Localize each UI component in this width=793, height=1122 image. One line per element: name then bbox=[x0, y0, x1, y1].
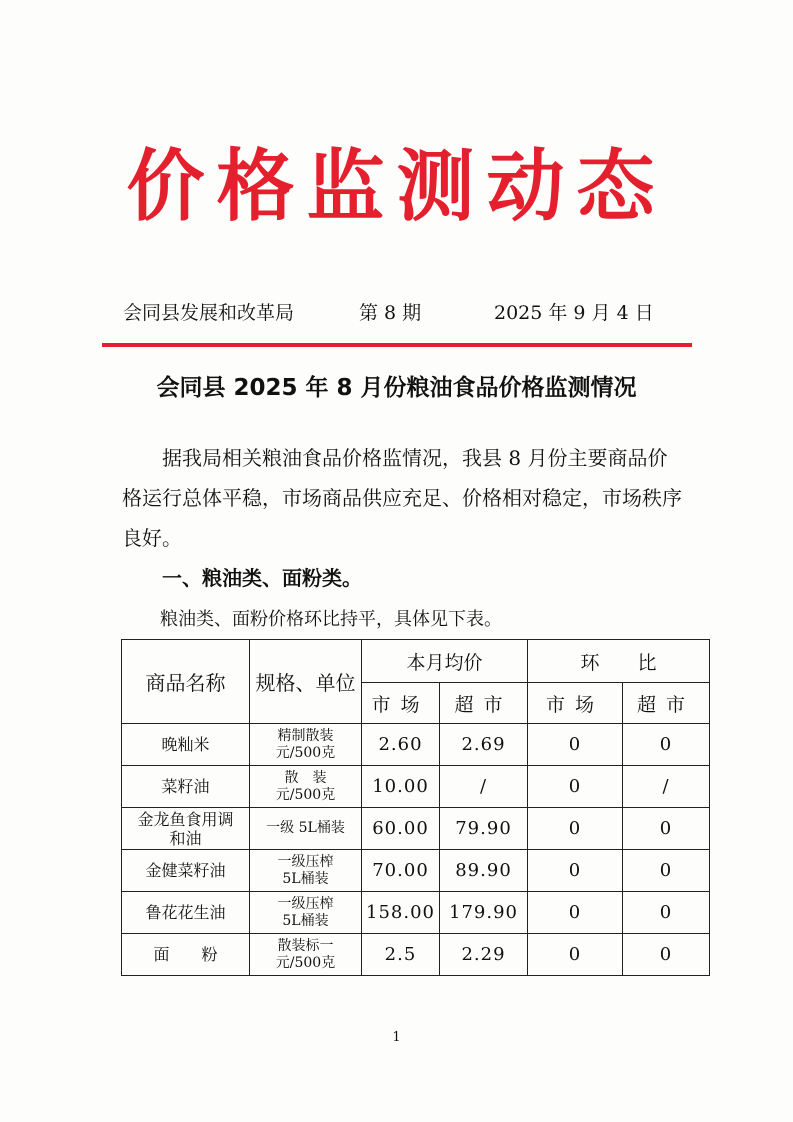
cell-name-text: 金龙鱼食用调和油 bbox=[137, 809, 234, 848]
cell-name: 鲁花花生油 bbox=[122, 892, 250, 934]
cell-spec bbox=[250, 934, 362, 976]
spec-line: 散装标一 bbox=[277, 937, 334, 954]
price-table bbox=[121, 639, 710, 976]
section-heading: 一、粮油类、面粉类。 bbox=[162, 566, 362, 590]
header-name: 商品名称 bbox=[122, 640, 250, 724]
header-avg-supermarket: 超市 bbox=[440, 683, 528, 724]
cell-avg-market: 2.60 bbox=[362, 724, 440, 766]
cell-name: 晚籼米 bbox=[122, 724, 250, 766]
cell-avg-supermarket: 89.90 bbox=[440, 850, 528, 892]
header-mom: 环 比 bbox=[528, 640, 710, 683]
cell-spec bbox=[250, 892, 362, 934]
cell-name: 菜籽油 bbox=[122, 766, 250, 808]
cell-mom-supermarket: / bbox=[623, 766, 710, 808]
cell-spec bbox=[250, 850, 362, 892]
cell-mom-market: 0 bbox=[528, 850, 623, 892]
header-mom-supermarket: 超市 bbox=[623, 683, 710, 724]
table-row bbox=[122, 766, 710, 808]
cell-mom-market: 0 bbox=[528, 724, 623, 766]
issue-date: 2025 年 9 月 4 日 bbox=[494, 302, 654, 324]
spec-line: 5L桶装 bbox=[282, 912, 329, 929]
header-avg-price: 本月均价 bbox=[362, 640, 528, 683]
spec-line: 一级 5L桶装 bbox=[266, 820, 345, 836]
cell-avg-market: 10.00 bbox=[362, 766, 440, 808]
spec-line: 元/500克 bbox=[275, 744, 336, 761]
cell-mom-market: 0 bbox=[528, 934, 623, 976]
masthead-title: 价格监测动态 bbox=[126, 141, 667, 232]
issue-number: 第 8 期 bbox=[359, 302, 422, 324]
spec-line: 5L桶装 bbox=[282, 870, 329, 887]
table-row bbox=[122, 934, 710, 976]
section-lead: 粮油类、面粉价格环比持平，具体见下表。 bbox=[160, 609, 502, 630]
cell-avg-market: 70.00 bbox=[362, 850, 440, 892]
cell-mom-supermarket: 0 bbox=[623, 934, 710, 976]
cell-mom-supermarket: 0 bbox=[623, 850, 710, 892]
cell-spec bbox=[250, 766, 362, 808]
cell-avg-supermarket: / bbox=[440, 766, 528, 808]
spec-line: 散 装 bbox=[284, 769, 327, 786]
cell-avg-supermarket: 2.29 bbox=[440, 934, 528, 976]
spec-line: 一级压榨 bbox=[277, 853, 334, 870]
cell-name bbox=[122, 808, 250, 850]
spec-line: 元/500克 bbox=[275, 954, 336, 971]
table-row bbox=[122, 892, 710, 934]
cell-name: 面 粉 bbox=[122, 934, 250, 976]
cell-avg-market: 60.00 bbox=[362, 808, 440, 850]
intro-paragraph: 据我局相关粮油食品价格监情况，我县 8 月份主要商品价格运行总体平稳，市场商品供应充足、价格相对稳定，市场秩序良好。 bbox=[122, 446, 682, 550]
cell-spec bbox=[250, 724, 362, 766]
cell-mom-market: 0 bbox=[528, 892, 623, 934]
red-divider bbox=[102, 343, 692, 347]
table-row bbox=[122, 850, 710, 892]
cell-mom-supermarket: 0 bbox=[623, 724, 710, 766]
cell-avg-supermarket: 2.69 bbox=[440, 724, 528, 766]
header-avg-market: 市场 bbox=[362, 683, 440, 724]
header-spec: 规格、单位 bbox=[250, 640, 362, 724]
cell-avg-market: 158.00 bbox=[362, 892, 440, 934]
table-row bbox=[122, 808, 710, 850]
cell-name: 金健菜籽油 bbox=[122, 850, 250, 892]
header-mom-market: 市场 bbox=[528, 683, 623, 724]
cell-spec bbox=[250, 808, 362, 850]
document-title: 会同县 2025 年 8 月份粮油食品价格监测情况 bbox=[156, 375, 637, 401]
cell-mom-market: 0 bbox=[528, 766, 623, 808]
page-number: 1 bbox=[392, 1030, 401, 1045]
cell-avg-market: 2.5 bbox=[362, 934, 440, 976]
cell-mom-supermarket: 0 bbox=[623, 808, 710, 850]
spec-line: 精制散装 bbox=[277, 727, 334, 744]
cell-avg-supermarket: 179.90 bbox=[440, 892, 528, 934]
cell-mom-market: 0 bbox=[528, 808, 623, 850]
issuing-org: 会同县发展和改革局 bbox=[123, 302, 295, 324]
cell-mom-supermarket: 0 bbox=[623, 892, 710, 934]
table-row bbox=[122, 724, 710, 766]
cell-avg-supermarket: 79.90 bbox=[440, 808, 528, 850]
spec-line: 一级压榨 bbox=[277, 895, 334, 912]
spec-line: 元/500克 bbox=[275, 786, 336, 803]
